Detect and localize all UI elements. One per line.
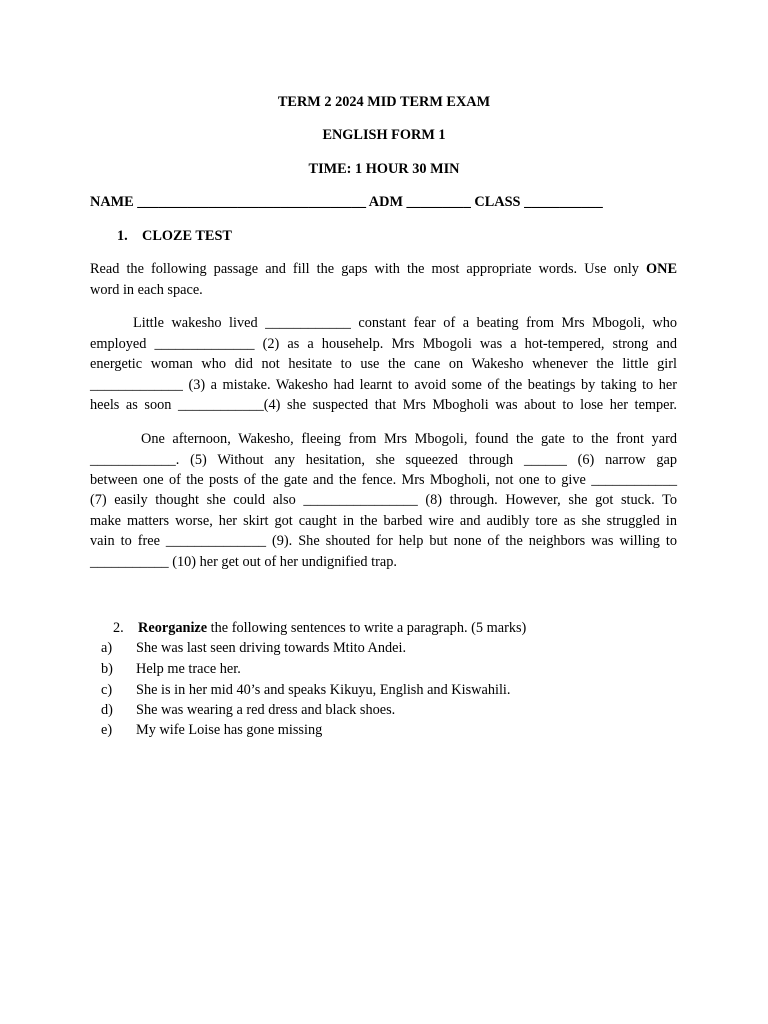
item-text: She was last seen driving towards Mtito Andei. <box>136 640 407 656</box>
exam-title: TERM 2 2024 MID TERM EXAM <box>277 94 491 110</box>
item-label: a) <box>101 640 113 656</box>
para2-line-3: between one of the posts of the gate and the fence. Mrs Mbogholi, not one to give ____________ <box>90 472 677 488</box>
para2-line-5: make matters worse, her skirt got caught in the barbed wire and audibly tore as she struggled in <box>90 513 677 529</box>
section2-number: 2. <box>113 620 124 636</box>
section1-heading <box>117 228 232 245</box>
para1-line-3: energetic woman who did not hesitate to use the cane on Wakesho whenever the little girl <box>90 356 677 372</box>
para2-line-1: One afternoon, Wakesho, fleeing from Mrs Mbogoli, found the gate to the front yard <box>141 431 677 447</box>
item-label: c) <box>101 682 113 698</box>
time-allowed: TIME: 1 HOUR 30 MIN <box>308 161 460 177</box>
section2-title-bold: Reorganize <box>138 620 208 636</box>
item-text: She was wearing a red dress and black shoes. <box>136 702 396 718</box>
item-label: e) <box>101 722 113 738</box>
item-label: d) <box>101 702 113 718</box>
section1-title: CLOZE TEST <box>142 228 232 244</box>
section2-heading <box>113 620 526 637</box>
item-text: She is in her mid 40’s and speaks Kikuyu, English and Kiswahili. <box>136 682 511 698</box>
para1-line-4: _____________ (3) a mistake. Wakesho had learnt to avoid some of the beatings by taking to her <box>90 377 677 393</box>
subject-title: ENGLISH FORM 1 <box>322 127 446 143</box>
instruction-text: Read the following passage and fill the gaps with the most appropriate words. Use only <box>90 261 639 277</box>
instruction-emphasis: ONE <box>646 261 677 277</box>
para2-line-4: (7) easily thought she could also ________________ (8) through. However, she got stuck. To <box>90 492 677 508</box>
para1-line-5: heels as soon ____________(4) she suspected that Mrs Mbogholi was about to lose her temper. <box>90 397 677 413</box>
instruction-line-2: word in each space. <box>90 282 203 298</box>
student-info-line: NAME ________________________________ ADM _________ CLASS ___________ <box>90 194 603 210</box>
instruction-line-1 <box>90 261 677 278</box>
para2-line-6: vain to free ______________ (9). She shouted for help but none of the neighbors was willing to <box>90 533 677 549</box>
item-label: b) <box>101 661 113 677</box>
para2-line-2: ____________. (5) Without any hesitation, she squeezed through ______ (6) narrow gap <box>90 452 677 468</box>
para2-line-7: ___________ (10) her get out of her undignified trap. <box>90 554 397 570</box>
section1-number: 1. <box>117 228 128 244</box>
item-text: My wife Loise has gone missing <box>136 722 323 738</box>
para1-line-1: Little wakesho lived ____________ constant fear of a beating from Mrs Mbogoli, who <box>133 315 677 331</box>
item-text: Help me trace her. <box>136 661 241 677</box>
section2-title-rest: the following sentences to write a paragraph. (5 marks) <box>207 620 527 636</box>
para1-line-2: employed ______________ (2) as a househelp. Mrs Mbogoli was a hot-tempered, strong and <box>90 336 677 352</box>
